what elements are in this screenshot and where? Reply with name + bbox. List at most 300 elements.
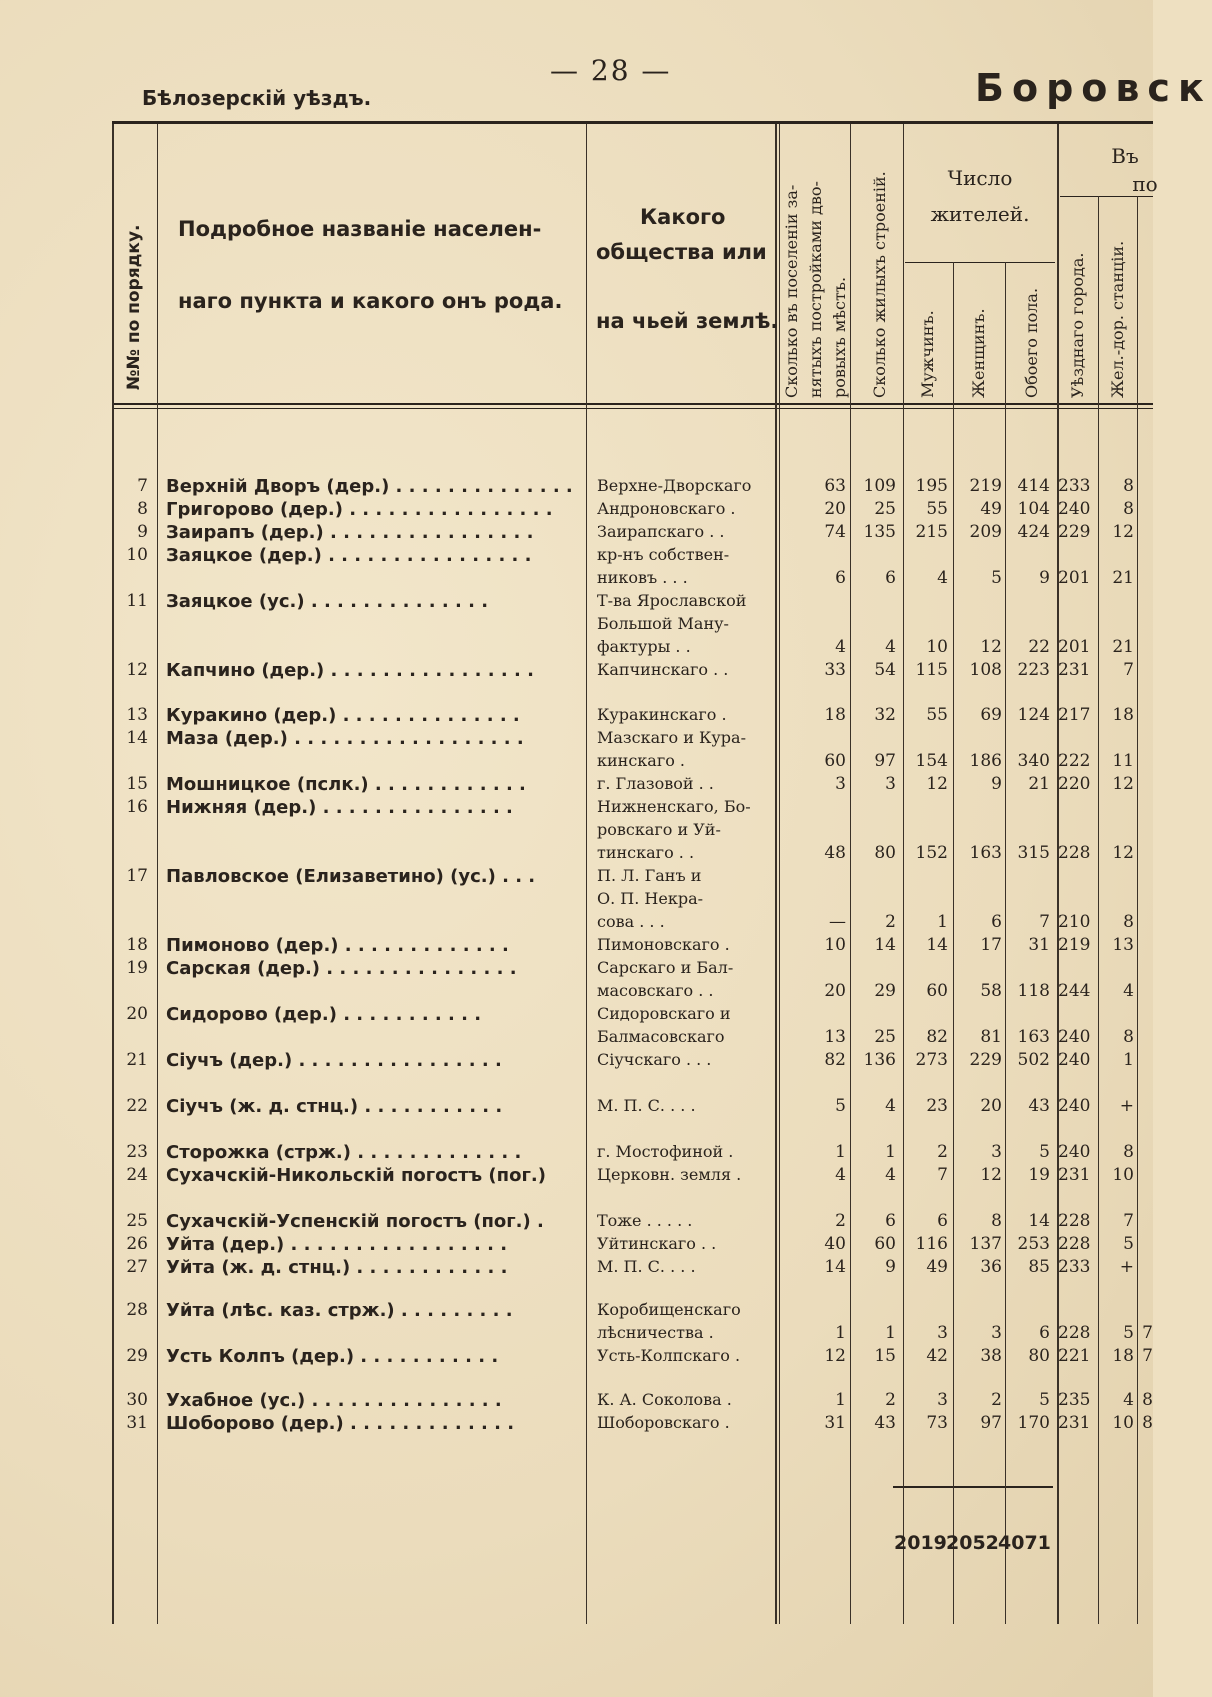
distance-town: 217: [1058, 705, 1091, 725]
society: кинскаго .: [597, 751, 686, 770]
table-row: [0, 889, 1153, 912]
men-count: 60: [926, 981, 948, 1001]
header-distance-2: по: [1132, 172, 1158, 196]
table-row: [0, 958, 1153, 981]
top-rule: [112, 121, 1153, 124]
distance-railway: 12: [1112, 774, 1134, 794]
table-row: [0, 499, 1153, 522]
both-count: 104: [1017, 499, 1050, 519]
women-count: 97: [980, 1413, 1002, 1433]
society: Балмасовскаго: [597, 1027, 725, 1046]
women-count: 9: [991, 774, 1002, 794]
plots-count: 6: [835, 568, 846, 588]
society: Мазскаго и Кура-: [597, 728, 746, 747]
society: тинскаго . .: [597, 843, 695, 862]
table-row: [0, 912, 1153, 935]
settlement-name: Мошницкое (пслк.) . . . . . . . . . . . .: [166, 774, 526, 795]
row-number: 15: [126, 774, 148, 794]
distance-town: 201: [1058, 568, 1091, 588]
men-count: 42: [926, 1346, 948, 1366]
society: никовъ . . .: [597, 568, 688, 587]
row-number: 29: [126, 1346, 148, 1366]
settlement-name: Заяцкое (дер.) . . . . . . . . . . . . . . . .: [166, 545, 532, 566]
row-number: 21: [126, 1050, 148, 1070]
women-count: 163: [969, 843, 1002, 863]
table-row: [0, 1413, 1153, 1436]
table-row: [0, 545, 1153, 568]
women-count: 8: [991, 1211, 1002, 1231]
buildings-count: 2: [885, 912, 896, 932]
both-count: 315: [1017, 843, 1050, 863]
distance-town: 228: [1058, 1211, 1091, 1231]
table-row: [0, 660, 1153, 683]
both-count: 19: [1028, 1165, 1050, 1185]
total-rule: [893, 1486, 1053, 1488]
table-row: [0, 1300, 1153, 1323]
table-row: [0, 1050, 1153, 1073]
both-count: 5: [1039, 1390, 1050, 1410]
header-plots-3: ровыхъ мѣстъ.: [830, 276, 849, 398]
buildings-count: 4: [885, 637, 896, 657]
both-count: 9: [1039, 568, 1050, 588]
both-count: 7: [1039, 912, 1050, 932]
society: лѣсничества .: [597, 1323, 714, 1342]
table-row: [0, 981, 1153, 1004]
society: Куракинскаго .: [597, 705, 727, 724]
society: Пимоновскаго .: [597, 935, 730, 954]
men-count: 12: [926, 774, 948, 794]
settlement-name: Заяцкое (ус.) . . . . . . . . . . . . . .: [166, 591, 489, 612]
header-inhabitants-1: Число: [947, 166, 1013, 190]
men-count: 14: [926, 935, 948, 955]
both-count: 21: [1028, 774, 1050, 794]
distance-town: 231: [1058, 1413, 1091, 1433]
settlement-name: Капчино (дер.) . . . . . . . . . . . . . . . .: [166, 660, 534, 681]
women-count: 81: [980, 1027, 1002, 1047]
distance-railway: 13: [1112, 935, 1134, 955]
buildings-count: 1: [885, 1142, 896, 1162]
society: Шоборовскаго .: [597, 1413, 730, 1432]
society: Большой Ману-: [597, 614, 729, 633]
table-row: [0, 751, 1153, 774]
both-count: 502: [1017, 1050, 1050, 1070]
society: Уйтинскаго . .: [597, 1234, 717, 1253]
women-count: 3: [991, 1142, 1002, 1162]
buildings-count: 4: [885, 1096, 896, 1116]
men-count: 3: [937, 1323, 948, 1343]
header-inhabitants-2: жителей.: [930, 202, 1030, 226]
table-row: [0, 1390, 1153, 1413]
plots-count: 74: [824, 522, 846, 542]
men-count: 4: [937, 568, 948, 588]
settlement-name: Ухабное (ус.) . . . . . . . . . . . . . . .: [166, 1390, 502, 1411]
men-count: 3: [937, 1390, 948, 1410]
distance-railway: 8: [1123, 499, 1134, 519]
row-number: 12: [126, 660, 148, 680]
distance-railway: 7: [1123, 1211, 1134, 1231]
row-number: 30: [126, 1390, 148, 1410]
society: Тоже . . . . .: [597, 1211, 693, 1230]
society: фактуры . .: [597, 637, 691, 656]
settlement-name: Уйта (лѣс. каз. стрж.) . . . . . . . . .: [166, 1300, 513, 1321]
row-number: 11: [126, 591, 148, 611]
distance-railway: 5: [1123, 1323, 1134, 1343]
buildings-count: 3: [885, 774, 896, 794]
table-row: [0, 476, 1153, 499]
header-buildings: Сколько жилыхъ строеній.: [870, 171, 889, 398]
men-count: 55: [926, 499, 948, 519]
settlement-name: Сухачскій-Никольскій погостъ (пог.): [166, 1165, 546, 1186]
district-title: Бѣлозерскій уѣздъ.: [142, 86, 372, 110]
men-count: 273: [915, 1050, 948, 1070]
distance-railway: 4: [1123, 1390, 1134, 1410]
header-society-1: Какого: [640, 205, 726, 229]
distance-town: 219: [1058, 935, 1091, 955]
table-row: [0, 1142, 1153, 1165]
plots-count: 5: [835, 1096, 846, 1116]
buildings-count: 136: [863, 1050, 896, 1070]
plots-count: 48: [824, 843, 846, 863]
settlement-name: Сторожка (стрж.) . . . . . . . . . . . . .: [166, 1142, 522, 1163]
society: масовскаго . .: [597, 981, 714, 1000]
distance-town: 228: [1058, 843, 1091, 863]
buildings-count: 9: [885, 1257, 896, 1277]
header-name-line1: Подробное названіе населен-: [178, 217, 542, 241]
society: ровскаго и Уй-: [597, 820, 721, 839]
table-row: [0, 637, 1153, 660]
settlement-name: Сарская (дер.) . . . . . . . . . . . . . . .: [166, 958, 517, 979]
table-row: [0, 1257, 1153, 1280]
plots-count: 1: [835, 1390, 846, 1410]
table-row: [0, 568, 1153, 591]
row-number: 24: [126, 1165, 148, 1185]
settlement-name: Сіучъ (дер.) . . . . . . . . . . . . . . . .: [166, 1050, 502, 1071]
row-number: 31: [126, 1413, 148, 1433]
distance-town: 229: [1058, 522, 1091, 542]
header-plots-1: Сколько въ поселеніи за-: [782, 184, 801, 398]
society: Нижненскаго, Бо-: [597, 797, 751, 816]
plots-count: 20: [824, 499, 846, 519]
both-count: 6: [1039, 1323, 1050, 1343]
plots-count: 3: [835, 774, 846, 794]
plots-count: 10: [824, 935, 846, 955]
distance-railway: 12: [1112, 522, 1134, 542]
extra-column: 8: [1142, 1413, 1153, 1433]
row-number: 16: [126, 797, 148, 817]
society: П. Л. Ганъ и: [597, 866, 702, 885]
both-count: 14: [1028, 1211, 1050, 1231]
buildings-count: 6: [885, 568, 896, 588]
society: г. Мостофиной .: [597, 1142, 734, 1161]
settlement-name: Шоборово (дер.) . . . . . . . . . . . . .: [166, 1413, 515, 1434]
distance-railway: 7: [1123, 660, 1134, 680]
header-rule: [112, 403, 1153, 405]
table-row: [0, 1165, 1153, 1188]
society: Коробищенскаго: [597, 1300, 741, 1319]
both-count: 124: [1017, 705, 1050, 725]
buildings-count: 97: [874, 751, 896, 771]
both-count: 118: [1017, 981, 1050, 1001]
table-row: [0, 591, 1153, 614]
header-distance-1: Въ: [1111, 144, 1139, 168]
buildings-count: 4: [885, 1165, 896, 1185]
region-title: Боровск: [975, 66, 1212, 110]
men-count: 23: [926, 1096, 948, 1116]
men-count: 154: [915, 751, 948, 771]
buildings-count: 25: [874, 499, 896, 519]
settlement-name: Пимоново (дер.) . . . . . . . . . . . . .: [166, 935, 509, 956]
row-number: 14: [126, 728, 148, 748]
settlement-name: Маза (дер.) . . . . . . . . . . . . . . . . . .: [166, 728, 524, 749]
women-count: 36: [980, 1257, 1002, 1277]
distance-town: 240: [1058, 1027, 1091, 1047]
extra-column: 8: [1142, 1390, 1153, 1410]
settlement-name: Павловское (Елизаветино) (ус.) . . .: [166, 866, 536, 887]
row-number: 22: [126, 1096, 148, 1116]
header-women: Женщинъ.: [969, 308, 988, 398]
society: Сарскаго и Бал-: [597, 958, 734, 977]
both-count: 340: [1017, 751, 1050, 771]
settlement-name: Григорово (дер.) . . . . . . . . . . . . . . . .: [166, 499, 553, 520]
men-count: 82: [926, 1027, 948, 1047]
distance-railway: 12: [1112, 843, 1134, 863]
distance-railway: 8: [1123, 476, 1134, 496]
both-count: 85: [1028, 1257, 1050, 1277]
men-count: 10: [926, 637, 948, 657]
plots-count: 13: [824, 1027, 846, 1047]
table-row: [0, 866, 1153, 889]
table-row: [0, 1234, 1153, 1257]
plots-count: 60: [824, 751, 846, 771]
settlement-name: Уйта (дер.) . . . . . . . . . . . . . . . . .: [166, 1234, 508, 1255]
row-number: 17: [126, 866, 148, 886]
women-count: 108: [969, 660, 1002, 680]
row-number: 13: [126, 705, 148, 725]
table-row: [0, 935, 1153, 958]
distance-railway: 21: [1112, 637, 1134, 657]
settlement-name: Сухачскій-Успенскій погостъ (пог.) .: [166, 1211, 544, 1232]
women-count: 17: [980, 935, 1002, 955]
buildings-count: 54: [874, 660, 896, 680]
men-count: 55: [926, 705, 948, 725]
plots-count: 4: [835, 637, 846, 657]
buildings-count: 60: [874, 1234, 896, 1254]
women-count: 20: [980, 1096, 1002, 1116]
settlement-name: Верхній Дворъ (дер.) . . . . . . . . . . . . . .: [166, 476, 573, 497]
distance-railway: 8: [1123, 1142, 1134, 1162]
distance-railway: 10: [1112, 1413, 1134, 1433]
both-count: 414: [1017, 476, 1050, 496]
table-row: [0, 774, 1153, 797]
header-rule-double: [112, 408, 1153, 409]
distance-railway: +: [1119, 1096, 1134, 1116]
distance-town: 240: [1058, 1142, 1091, 1162]
plots-count: 40: [824, 1234, 846, 1254]
distance-town: 240: [1058, 499, 1091, 519]
plots-count: 4: [835, 1165, 846, 1185]
both-count: 424: [1017, 522, 1050, 542]
header-name-line2: наго пункта и какого онъ рода.: [178, 289, 563, 313]
table-row: [0, 705, 1153, 728]
both-count: 80: [1028, 1346, 1050, 1366]
row-number: 19: [126, 958, 148, 978]
header-society-3: на чьей землѣ.: [596, 309, 779, 333]
men-count: 49: [926, 1257, 948, 1277]
buildings-count: 2: [885, 1390, 896, 1410]
society: М. П. С. . . .: [597, 1257, 696, 1276]
row-number: 28: [126, 1300, 148, 1320]
distance-town: 228: [1058, 1234, 1091, 1254]
row-number: 25: [126, 1211, 148, 1231]
women-count: 6: [991, 912, 1002, 932]
settlement-name: Усть Колпъ (дер.) . . . . . . . . . . .: [166, 1346, 499, 1367]
buildings-count: 14: [874, 935, 896, 955]
row-number: 26: [126, 1234, 148, 1254]
plots-count: 14: [824, 1257, 846, 1277]
society: Церковн. земля .: [597, 1165, 742, 1184]
distance-railway: +: [1119, 1257, 1134, 1277]
both-count: 223: [1017, 660, 1050, 680]
inhabitants-subrule: [905, 262, 1055, 263]
header-society-2: общества или: [596, 240, 767, 264]
settlement-name: Куракино (дер.) . . . . . . . . . . . . . .: [166, 705, 520, 726]
women-count: 12: [980, 637, 1002, 657]
both-count: 43: [1028, 1096, 1050, 1116]
society: сова . . .: [597, 912, 665, 931]
row-number: 9: [137, 522, 148, 542]
both-count: 22: [1028, 637, 1050, 657]
society: Сидоровскаго и: [597, 1004, 731, 1023]
buildings-count: 32: [874, 705, 896, 725]
buildings-count: 29: [874, 981, 896, 1001]
society: г. Глазовой . .: [597, 774, 714, 793]
men-count: 116: [915, 1234, 948, 1254]
plots-count: 31: [824, 1413, 846, 1433]
plots-count: 1: [835, 1142, 846, 1162]
both-count: 253: [1017, 1234, 1050, 1254]
row-number: 18: [126, 935, 148, 955]
header-both: Обоего пола.: [1022, 287, 1041, 398]
plots-count: 33: [824, 660, 846, 680]
women-count: 3: [991, 1323, 1002, 1343]
buildings-count: 43: [874, 1413, 896, 1433]
women-count: 58: [980, 981, 1002, 1001]
header-number: №№ по порядку.: [124, 224, 144, 390]
distance-town: 222: [1058, 751, 1091, 771]
men-count: 152: [915, 843, 948, 863]
table-row: [0, 1027, 1153, 1050]
settlement-name: Уйта (ж. д. стнц.) . . . . . . . . . . . .: [166, 1257, 508, 1278]
table-row: [0, 614, 1153, 637]
distance-town: 240: [1058, 1050, 1091, 1070]
header-plots-2: нятыхъ постройками дво-: [806, 181, 825, 398]
men-count: 73: [926, 1413, 948, 1433]
women-count: 219: [969, 476, 1002, 496]
extra-column: 7: [1142, 1346, 1153, 1366]
distance-town: 210: [1058, 912, 1091, 932]
society: Андроновскаго .: [597, 499, 736, 518]
society: Заирапскаго . .: [597, 522, 725, 541]
row-number: 23: [126, 1142, 148, 1162]
women-count: 38: [980, 1346, 1002, 1366]
buildings-count: 25: [874, 1027, 896, 1047]
society: Верхне-Дворскаго: [597, 476, 752, 495]
table-row: [0, 1346, 1153, 1369]
women-count: 49: [980, 499, 1002, 519]
distance-town: 231: [1058, 1165, 1091, 1185]
buildings-count: 1: [885, 1323, 896, 1343]
distance-railway: 8: [1123, 912, 1134, 932]
table-row: [0, 820, 1153, 843]
extra-column: 7: [1142, 1323, 1153, 1343]
buildings-count: 135: [863, 522, 896, 542]
society: Усть-Колпскаго .: [597, 1346, 741, 1365]
society: М. П. С. . . .: [597, 1096, 696, 1115]
society: Т-ва Ярославской: [597, 591, 747, 610]
row-number: 27: [126, 1257, 148, 1277]
distance-town: 231: [1058, 660, 1091, 680]
distance-railway: 11: [1112, 751, 1134, 771]
table-row: [0, 843, 1153, 866]
women-count: 137: [969, 1234, 1002, 1254]
distance-railway: 5: [1123, 1234, 1134, 1254]
buildings-count: 109: [863, 476, 896, 496]
women-count: 2: [991, 1390, 1002, 1410]
men-count: 195: [915, 476, 948, 496]
buildings-count: 15: [874, 1346, 896, 1366]
header-railway: Жел.-дор. станціи.: [1108, 240, 1127, 398]
men-count: 2: [937, 1142, 948, 1162]
men-count: 115: [915, 660, 948, 680]
total-women: 2052: [946, 1532, 999, 1554]
men-count: 1: [937, 912, 948, 932]
society: Капчинскаго . .: [597, 660, 729, 679]
buildings-count: 80: [874, 843, 896, 863]
distance-town: 201: [1058, 637, 1091, 657]
table-row: [0, 1211, 1153, 1234]
both-count: 5: [1039, 1142, 1050, 1162]
women-count: 69: [980, 705, 1002, 725]
row-number: 20: [126, 1004, 148, 1024]
plots-count: —: [829, 912, 846, 932]
distance-railway: 1: [1123, 1050, 1134, 1070]
settlement-name: Сіучъ (ж. д. стнц.) . . . . . . . . . . .: [166, 1096, 503, 1117]
row-number: 8: [137, 499, 148, 519]
men-count: 7: [937, 1165, 948, 1185]
distance-town: 228: [1058, 1323, 1091, 1343]
plots-count: 82: [824, 1050, 846, 1070]
plots-count: 63: [824, 476, 846, 496]
distance-railway: 8: [1123, 1027, 1134, 1047]
women-count: 5: [991, 568, 1002, 588]
page-number: — 28 —: [550, 54, 672, 87]
both-count: 31: [1028, 935, 1050, 955]
society: О. П. Некра-: [597, 889, 704, 908]
distance-railway: 21: [1112, 568, 1134, 588]
plots-count: 12: [824, 1346, 846, 1366]
distance-town: 220: [1058, 774, 1091, 794]
settlement-name: Нижняя (дер.) . . . . . . . . . . . . . . .: [166, 797, 513, 818]
distance-railway: 4: [1123, 981, 1134, 1001]
plots-count: 2: [835, 1211, 846, 1231]
distance-railway: 18: [1112, 1346, 1134, 1366]
plots-count: 18: [824, 705, 846, 725]
plots-count: 20: [824, 981, 846, 1001]
total-men: 2019: [894, 1532, 947, 1554]
table-row: [0, 1096, 1153, 1119]
women-count: 186: [969, 751, 1002, 771]
table-row: [0, 1004, 1153, 1027]
